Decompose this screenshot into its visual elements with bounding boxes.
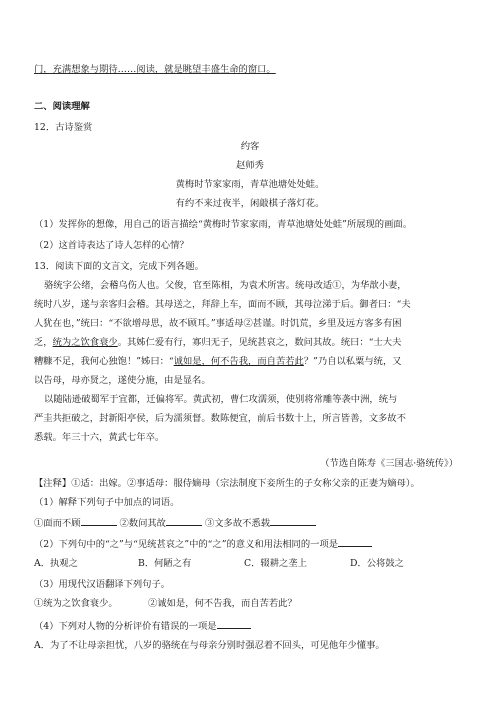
option-b: B．何陋之有 [138, 558, 192, 569]
subquestion-4: （4）下列对人物的分析评价有错误的一项是 [34, 619, 251, 633]
subquestion-4-option-a: A．为了不让母亲担忧，八岁的骆统在与母亲分别时强忍着不回头，可见他年少懂事。 [34, 640, 385, 651]
question-12-1: （1）发挥你的想像，用自己的语言描绘“黄梅时节家家雨，青草池塘处处蛙”所展现的画面。 [34, 219, 412, 230]
passage-line-5: 糟糠不足，我何心独饱！”姊曰：“诚如是，何不告我，而自苦若此？”乃自以私粟与统，又 [34, 356, 402, 367]
poem-author: 赵师秀 [236, 160, 264, 171]
subquestion-2: （2）下列句中的“之”与“见统甚哀之”中的“之”的意义和用法相同的一项是 [34, 537, 372, 551]
option-d: D．公将鼓之 [350, 558, 404, 569]
answer-blank[interactable] [166, 516, 202, 526]
poem-line-2: 有约不来过夜半，闲敲棋子落灯花。 [175, 198, 325, 209]
passage-line-7: 以随陆逊破蜀军于宜都，迁偏将军。黄武初，曹仁攻濡须，使别将常雕等袭中洲，统与 [44, 394, 398, 405]
answer-blank[interactable] [270, 516, 316, 526]
passage-line-2: 统时八岁，遂与亲客归会稽。其母送之，拜辞上车，面而不顾，其母泣涕于后。御者曰：“夫 [34, 299, 411, 310]
question-13-title: 13．阅读下面的文言文，完成下列各题。 [34, 261, 204, 272]
poem-line-1: 黄梅时节家家雨，青草池塘处处蛙。 [175, 179, 325, 190]
annotation-note: 【注释】①适：出嫁。②事适母：服侍嫡母（宗法制度下妾所生的子女称父亲的正妻为嫡母）。 [34, 478, 420, 489]
passage-line-1: 骆统字公绪，会稽乌伤人也。父俊，官至陈相，为袁术所害。统母改适①，为华歆小妻， [44, 280, 407, 291]
subquestion-1-items: ①面而不顾 ②数问其故 ③文多故不悉载 [34, 516, 316, 530]
passage-source: （节选自陈寿《三国志·骆统传》） [320, 458, 458, 469]
passage-line-4: 乏，统为之饮食衰少。其姊仁爱有行，寡归无子，见统甚哀之，数问其故。统曰：“士大夫 [34, 337, 402, 348]
underlined-sentence-2: 诚如是，何不告我，而自苦若此 [173, 356, 304, 367]
answer-blank[interactable] [81, 516, 117, 526]
subquestion-3: （3）用现代汉语翻译下列句子。 [34, 579, 171, 590]
subquestion-3-items: ①统为之饮食衰少。 ②诚如是，何不告我，而自苦若此？ [34, 598, 297, 609]
answer-blank[interactable] [217, 619, 251, 629]
question-12-2: （2）这首诗表达了诗人怎样的心情？ [34, 240, 189, 251]
passage-line-6: 以告母，母亦贤之，遂使分施，由是显名。 [34, 375, 211, 386]
subquestion-1: （1）解释下列句子中加点的词语。 [34, 497, 180, 508]
underlined-sentence-1: 统为之饮食衰少 [52, 337, 118, 348]
intro-last-line: 门，充满想象与期待……阅读，就是眺望丰盛生命的窗口。 [34, 64, 276, 75]
answer-blank[interactable] [338, 537, 372, 547]
poem-title: 约客 [240, 141, 260, 152]
question-12-title: 12．古诗鉴赏 [34, 122, 93, 133]
subquestion-2-options [34, 558, 404, 570]
passage-line-8: 严圭共拒破之，封新阳亭侯，后为濡须督。数陈便宜，前后书数十上，所言皆善，文多故不 [34, 413, 406, 424]
passage-line-3: 人犹在也，”统曰：“不欲增母思，故不顾耳。”事适母②甚谨。时饥荒，乡里及远方客多有困 [34, 318, 402, 329]
option-a: A．执观之 [34, 558, 78, 569]
passage-line-9: 悉载。年三十六，黄武七年卒。 [34, 432, 165, 443]
option-c: C．辍耕之垄上 [244, 558, 307, 569]
section-heading: 二、阅读理解 [34, 101, 90, 112]
